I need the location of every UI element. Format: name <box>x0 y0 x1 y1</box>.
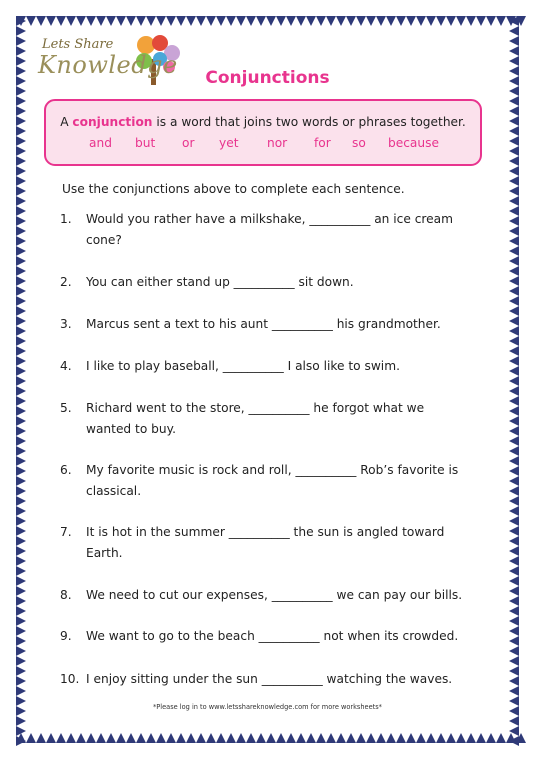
border-triangle <box>386 733 396 743</box>
border-triangle <box>36 733 46 743</box>
border-triangle <box>509 596 519 606</box>
border-triangle <box>386 16 396 26</box>
border-triangle <box>16 446 26 456</box>
question-text: You can either stand up __________ sit down. <box>86 275 354 289</box>
conjunction-word: yet <box>219 136 239 150</box>
border-triangle <box>509 396 519 406</box>
border-triangle <box>509 36 519 46</box>
border-triangle <box>396 16 406 26</box>
border-triangle <box>16 646 26 656</box>
border-triangle <box>509 376 519 386</box>
border-triangle <box>446 16 456 26</box>
definition-text <box>46 115 480 129</box>
border-triangle <box>16 156 26 166</box>
border-triangle <box>16 56 26 66</box>
border-triangle <box>296 733 306 743</box>
border-triangle <box>509 306 519 316</box>
border-triangle <box>306 733 316 743</box>
border-triangle <box>509 486 519 496</box>
border-triangle <box>16 256 26 266</box>
border-triangle <box>16 186 26 196</box>
question-number: 1. <box>60 212 72 226</box>
border-triangle <box>509 146 519 156</box>
question-number: 9. <box>60 629 72 643</box>
border-triangle <box>509 636 519 646</box>
logo-text-main: Knowledge <box>38 51 178 79</box>
border-triangle <box>76 733 86 743</box>
border-triangle <box>16 26 26 36</box>
border-triangle <box>56 16 66 26</box>
border-triangle <box>509 326 519 336</box>
border-triangle <box>366 16 376 26</box>
border-triangle <box>376 733 386 743</box>
border-triangle <box>509 46 519 56</box>
border-triangle <box>416 733 426 743</box>
border-triangle <box>509 276 519 286</box>
border-triangle <box>96 16 106 26</box>
border-triangle <box>16 146 26 156</box>
question-number: 4. <box>60 359 72 373</box>
border-triangle <box>16 236 26 246</box>
question-text: We need to cut our expenses, __________ we can pay our bills. <box>86 588 463 602</box>
border-triangle <box>509 616 519 626</box>
border-triangle <box>446 733 456 743</box>
border-triangle <box>496 16 506 26</box>
border-triangle <box>346 16 356 26</box>
border-triangle <box>146 16 156 26</box>
border-triangle <box>126 16 136 26</box>
border-triangle <box>56 733 66 743</box>
border-triangle <box>276 16 286 26</box>
border-triangle <box>509 656 519 666</box>
conjunction-word: so <box>352 136 366 150</box>
border-triangle <box>16 536 26 546</box>
border-triangle <box>256 733 266 743</box>
border-triangle <box>326 16 336 26</box>
border-triangle <box>466 16 476 26</box>
border-triangle <box>509 436 519 446</box>
border-triangle <box>509 626 519 636</box>
border-triangle <box>509 566 519 576</box>
question-text: We want to go to the beach __________ not when its crowded. <box>86 629 459 643</box>
border-triangle <box>509 676 519 686</box>
border-triangle <box>509 406 519 416</box>
conjunction-word: because <box>388 136 439 150</box>
border-triangle <box>16 46 26 56</box>
border-triangle <box>496 733 506 743</box>
border-triangle <box>16 246 26 256</box>
border-triangle <box>16 96 26 106</box>
question-text-continued: cone? <box>86 233 122 247</box>
border-triangle <box>326 733 336 743</box>
question-number: 7. <box>60 525 72 539</box>
border-triangle <box>266 733 276 743</box>
border-triangle <box>509 106 519 116</box>
border-triangle <box>226 16 236 26</box>
border-triangle <box>16 286 26 296</box>
border-triangle <box>186 16 196 26</box>
border-triangle <box>509 346 519 356</box>
border-triangle <box>106 733 116 743</box>
border-triangle <box>16 366 26 376</box>
border-triangle <box>509 666 519 676</box>
border-triangle <box>16 336 26 346</box>
border-triangle <box>426 733 436 743</box>
border-triangle <box>509 286 519 296</box>
border-triangle <box>16 426 26 436</box>
border-triangle <box>16 206 26 216</box>
question-number: 3. <box>60 317 72 331</box>
border-triangle <box>86 16 96 26</box>
border-triangle <box>509 246 519 256</box>
question-text: Would you rather have a milkshake, __________ an ice cream <box>86 212 453 226</box>
border-triangle <box>509 26 519 36</box>
border-triangle <box>246 733 256 743</box>
border-triangle <box>16 386 26 396</box>
border-triangle <box>306 16 316 26</box>
border-triangle <box>396 733 406 743</box>
border-triangle <box>426 16 436 26</box>
border-triangle <box>16 216 26 226</box>
border-triangle <box>156 16 166 26</box>
conjunction-word: and <box>89 136 112 150</box>
border-triangle <box>106 16 116 26</box>
border-triangle <box>16 106 26 116</box>
border-triangle <box>126 733 136 743</box>
border-triangle <box>436 733 446 743</box>
border-triangle <box>509 356 519 366</box>
border-triangle <box>216 733 226 743</box>
border-triangle <box>16 416 26 426</box>
border-triangle <box>236 733 246 743</box>
definition-keyword: conjunction <box>72 115 153 129</box>
border-triangle <box>86 733 96 743</box>
border-triangle <box>66 16 76 26</box>
border-triangle <box>486 16 496 26</box>
border-triangle <box>76 16 86 26</box>
border-triangle <box>16 456 26 466</box>
border-triangle <box>16 576 26 586</box>
border-triangle <box>16 406 26 416</box>
logo-text-top: Lets Share <box>42 37 114 52</box>
question-number: 2. <box>60 275 72 289</box>
border-triangle <box>146 733 156 743</box>
border-triangle <box>509 56 519 66</box>
border-triangle <box>286 733 296 743</box>
border-triangle <box>176 16 186 26</box>
conjunction-word: but <box>135 136 156 150</box>
border-triangle <box>166 16 176 26</box>
border-triangle <box>509 466 519 476</box>
border-triangle <box>406 733 416 743</box>
border-triangle <box>509 416 519 426</box>
border-triangle <box>509 186 519 196</box>
border-triangle <box>16 276 26 286</box>
border-triangle <box>276 733 286 743</box>
border-triangle <box>136 733 146 743</box>
border-triangle <box>336 733 346 743</box>
border-triangle <box>16 526 26 536</box>
conjunction-word-bank <box>86 136 446 152</box>
border-triangle <box>16 176 26 186</box>
border-triangle <box>416 16 426 26</box>
border-triangle <box>16 116 26 126</box>
border-triangle <box>316 16 326 26</box>
border-triangle <box>316 733 326 743</box>
question-text-continued: wanted to buy. <box>86 422 176 436</box>
border-triangle <box>16 566 26 576</box>
border-triangle <box>509 166 519 176</box>
border-triangle <box>456 16 466 26</box>
question-text: Richard went to the store, __________ he forgot what we <box>86 401 425 415</box>
border-triangle <box>509 456 519 466</box>
border-triangle <box>206 733 216 743</box>
border-triangle <box>16 556 26 566</box>
border-triangle <box>266 16 276 26</box>
border-triangle <box>206 16 216 26</box>
border-triangle <box>16 266 26 276</box>
question-number: 5. <box>60 401 72 415</box>
question-number: 8. <box>60 588 72 602</box>
border-triangle <box>509 686 519 696</box>
border-triangle <box>16 326 26 336</box>
border-triangle <box>366 733 376 743</box>
border-triangle <box>16 616 26 626</box>
border-triangle <box>466 733 476 743</box>
border-triangle <box>509 206 519 216</box>
border-triangle <box>66 733 76 743</box>
border-triangle <box>476 16 486 26</box>
border-triangle <box>16 506 26 516</box>
border-triangle <box>509 606 519 616</box>
border-triangle <box>476 733 486 743</box>
border-triangle <box>16 436 26 446</box>
border-triangle <box>116 16 126 26</box>
border-triangle <box>509 156 519 166</box>
border-triangle <box>376 16 386 26</box>
border-triangle <box>509 506 519 516</box>
border-triangle <box>16 126 26 136</box>
conjunction-word: or <box>182 136 195 150</box>
border-triangle <box>509 116 519 126</box>
border-triangle <box>16 686 26 696</box>
border-triangle <box>509 126 519 136</box>
border-triangle <box>196 733 206 743</box>
border-triangle <box>509 136 519 146</box>
border-triangle <box>16 356 26 366</box>
border-triangle <box>16 496 26 506</box>
border-triangle <box>456 733 466 743</box>
border-triangle <box>16 306 26 316</box>
border-triangle <box>16 676 26 686</box>
border-triangle <box>16 586 26 596</box>
border-triangle <box>509 176 519 186</box>
border-triangle <box>46 733 56 743</box>
border-triangle <box>136 16 146 26</box>
border-triangle <box>16 466 26 476</box>
border-triangle <box>186 733 196 743</box>
border-triangle <box>176 733 186 743</box>
conjunction-word: nor <box>267 136 288 150</box>
definition-prefix: A <box>60 115 73 129</box>
border-triangle <box>509 296 519 306</box>
border-triangle <box>509 586 519 596</box>
definition-suffix: is a word that joins two words or phrases together. <box>152 115 466 129</box>
border-triangle <box>16 476 26 486</box>
border-triangle <box>16 166 26 176</box>
footer-note: *Please log in to www.letsshareknowledge.com for more worksheets* <box>153 703 382 711</box>
border-triangle <box>509 236 519 246</box>
border-triangle <box>46 16 56 26</box>
instructions-text: Use the conjunctions above to complete each sentence. <box>62 182 405 196</box>
border-triangle <box>406 16 416 26</box>
border-triangle <box>16 136 26 146</box>
border-triangle <box>26 733 36 743</box>
definition-box <box>44 99 482 166</box>
border-triangle <box>16 316 26 326</box>
border-triangle <box>296 16 306 26</box>
border-triangle <box>509 516 519 526</box>
border-triangle <box>509 646 519 656</box>
border-triangle <box>509 476 519 486</box>
border-triangle <box>226 733 236 743</box>
border-triangle <box>286 16 296 26</box>
border-triangle <box>16 626 26 636</box>
border-triangle <box>16 486 26 496</box>
border-triangle <box>246 16 256 26</box>
border-triangle <box>356 16 366 26</box>
border-triangle <box>16 376 26 386</box>
border-triangle <box>16 226 26 236</box>
question-number: 10. <box>60 672 80 686</box>
border-triangle <box>509 556 519 566</box>
border-triangle <box>16 196 26 206</box>
border-triangle <box>509 366 519 376</box>
border-triangle <box>509 226 519 236</box>
question-text: I like to play baseball, __________ I also like to swim. <box>86 359 400 373</box>
question-text-continued: classical. <box>86 484 142 498</box>
border-triangle <box>16 346 26 356</box>
border-triangle <box>16 606 26 616</box>
question-text: Marcus sent a text to his aunt __________ his grandmother. <box>86 317 441 331</box>
border-triangle <box>509 316 519 326</box>
border-triangle <box>509 336 519 346</box>
border-triangle <box>16 546 26 556</box>
question-text: It is hot in the summer __________ the sun is angled toward <box>86 525 445 539</box>
border-triangle <box>16 296 26 306</box>
border-triangle <box>356 733 366 743</box>
border-triangle <box>16 666 26 676</box>
border-triangle <box>509 496 519 506</box>
border-triangle <box>509 216 519 226</box>
border-triangle <box>509 256 519 266</box>
border-triangle <box>336 16 346 26</box>
question-text-continued: Earth. <box>86 546 123 560</box>
border-triangle <box>16 716 26 726</box>
border-triangle <box>509 526 519 536</box>
border-triangle <box>509 386 519 396</box>
border-triangle <box>509 96 519 106</box>
border-triangle <box>36 16 46 26</box>
border-triangle <box>509 576 519 586</box>
border-triangle <box>216 16 226 26</box>
border-triangle <box>116 733 126 743</box>
border-triangle <box>346 733 356 743</box>
question-number: 6. <box>60 463 72 477</box>
border-triangle <box>96 733 106 743</box>
border-triangle <box>509 196 519 206</box>
border-triangle <box>16 596 26 606</box>
border-triangle <box>26 16 36 26</box>
border-triangle <box>509 426 519 436</box>
border-triangle <box>16 396 26 406</box>
question-text: My favorite music is rock and roll, __________ Rob’s favorite is <box>86 463 459 477</box>
conjunction-word: for <box>314 136 331 150</box>
border-triangle <box>509 716 519 726</box>
border-triangle <box>16 636 26 646</box>
border-triangle <box>509 536 519 546</box>
border-triangle <box>156 733 166 743</box>
border-triangle <box>509 266 519 276</box>
border-triangle <box>509 446 519 456</box>
border-triangle <box>16 516 26 526</box>
border-triangle <box>16 36 26 46</box>
page-title: Conjunctions <box>205 68 330 88</box>
border-triangle <box>509 546 519 556</box>
border-triangle <box>436 16 446 26</box>
border-triangle <box>196 16 206 26</box>
border-triangle <box>486 733 496 743</box>
question-text: I enjoy sitting under the sun __________ watching the waves. <box>86 672 453 686</box>
border-triangle <box>236 16 246 26</box>
border-triangle <box>256 16 266 26</box>
border-triangle <box>16 656 26 666</box>
border-triangle <box>166 733 176 743</box>
